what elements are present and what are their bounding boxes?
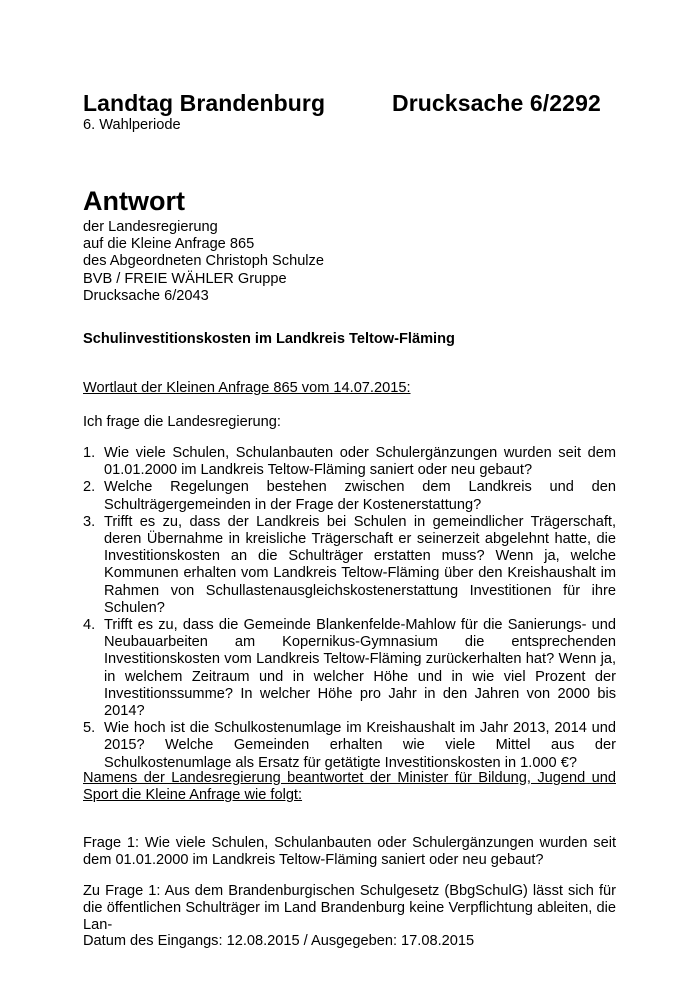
question-item	[83, 720, 616, 772]
subtitle-block	[83, 219, 324, 305]
question-text: Wie viele Schulen, Schulanbauten oder Schulergänzungen wurden seit dem 01.01.2000 im Landkreis Teltow-Fläming saniert oder neu gebaut?	[104, 445, 616, 479]
question-item	[83, 479, 616, 513]
question-text: Wie hoch ist die Schulkostenumlage im Kreishaushalt im Jahr 2013, 2014 und 2015? Welche Gemeinden erhalten wie viele Mittel aus der Schulkostenumlage als Ersatz für getätigte Investitionskosten in 1.000 €?	[104, 720, 616, 771]
inquiry-intro: Ich frage die Landesregierung:	[83, 414, 281, 430]
question-list	[83, 445, 616, 772]
subtitle-line: Drucksache 6/2043	[83, 287, 209, 304]
question-text: Welche Regelungen bestehen zwischen dem Landkreis und den Schulträgergemeinden in der Frage der Kostenerstattung?	[104, 479, 616, 513]
question-item	[83, 514, 616, 617]
document-number: Drucksache 6/2292	[392, 90, 601, 116]
question-item	[83, 445, 616, 479]
footer-dates: Datum des Eingangs: 12.08.2015 / Ausgegeben: 17.08.2015	[83, 933, 475, 949]
subtitle-line: der Landesregierung	[83, 219, 218, 235]
subtitle-line: auf die Kleine Anfrage 865	[83, 236, 255, 253]
question-number: 1.	[83, 445, 96, 461]
election-period: 6. Wahlperiode	[83, 117, 181, 133]
question-text: Trifft es zu, dass die Gemeinde Blankenfelde-Mahlow für die Sanierungs- und Neubauarbeiten am Kopernikus-Gymnasium die entsprechenden Investitionskosten vom Landkreis Teltow-Fläming zurückerhalten hat? Wenn ja, in welchem Zeitraum und in welcher Höhe und in wie viel Prozent der Investitionssumme? In welcher Höhe pro Jahr in den Jahren von 2000 bis 2014?	[104, 617, 616, 720]
question-item	[83, 617, 616, 720]
inquiry-heading: Wortlaut der Kleinen Anfrage 865 vom 14.07.2015:	[83, 380, 411, 396]
question-number: 4.	[83, 617, 96, 634]
subject-heading: Schulinvestitionskosten im Landkreis Teltow-Fläming	[83, 331, 455, 347]
question-1-repeat: Frage 1: Wie viele Schulen, Schulanbauten oder Schulergänzungen wurden seit dem 01.01.2000 im Landkreis Teltow-Fläming saniert oder neu gebaut?	[83, 835, 616, 869]
question-number: 5.	[83, 720, 96, 737]
question-number: 2.	[83, 479, 96, 496]
answer-1-text: Zu Frage 1: Aus dem Brandenburgischen Schulgesetz (BbgSchulG) lässt sich für die öffentlichen Schulträger im Land Brandenburg keine Verpflichtung ableiten, die Lan-	[83, 883, 616, 934]
document-title: Antwort	[83, 186, 185, 216]
subtitle-line: des Abgeordneten Christoph Schulze	[83, 253, 324, 270]
question-number: 3.	[83, 513, 96, 530]
parliament-name: Landtag Brandenburg	[83, 90, 326, 116]
subtitle-line: BVB / FREIE WÄHLER Gruppe	[83, 270, 287, 287]
answer-heading: Namens der Landesregierung beantwortet der Minister für Bildung, Jugend und Sport die Kleine Anfrage wie folgt:	[83, 770, 616, 804]
question-text: Trifft es zu, dass der Landkreis bei Schulen in gemeindlicher Trägerschaft, deren Übernahme in kreisliche Trägerschaft er seinerzeit abgelehnt hatte, die Investitionskosten an die Schulträger erstatten muss? Wenn ja, welche Kommunen erhalten vom Landkreis Teltow-Fläming über den Kreishaushalt im Rahmen von Schullastenausgleichskostenerstattung Investitionen für ihre Schulen?	[104, 513, 616, 616]
